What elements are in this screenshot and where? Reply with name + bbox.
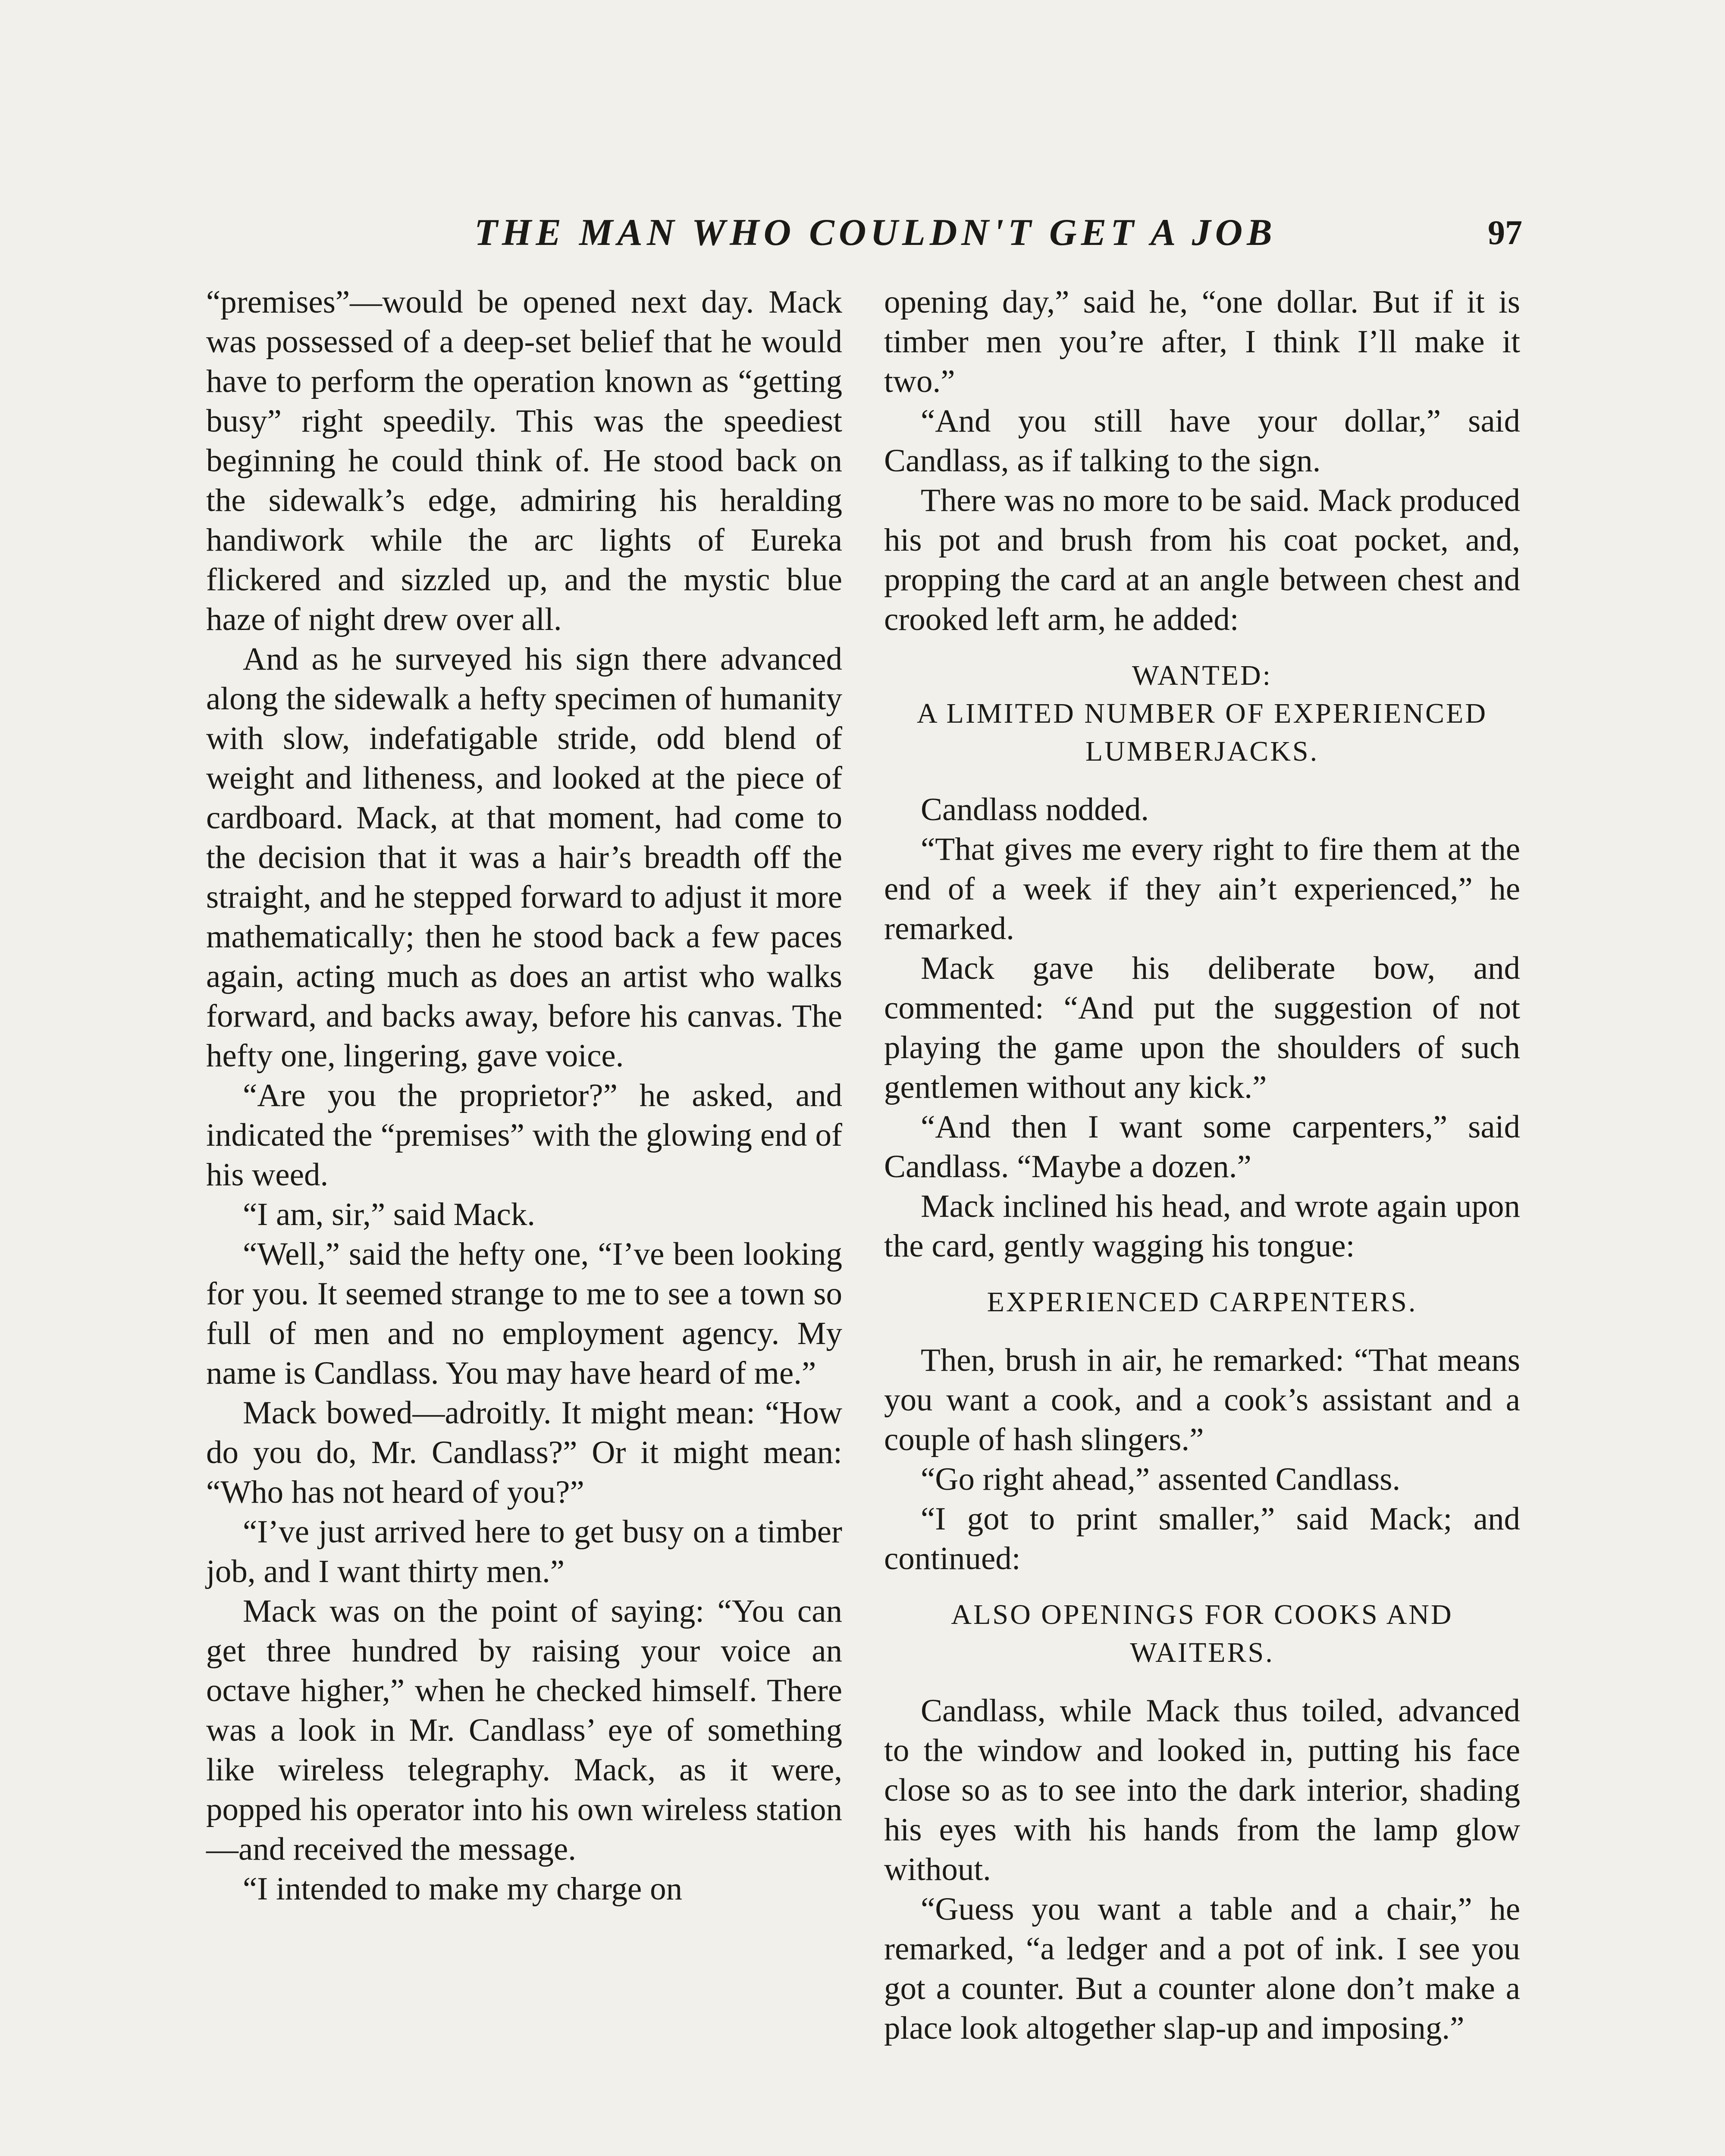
- paragraph: Mack gave his deliberate bow, and commented: “And put the suggestion of not playing the game upon the shoulders of such gentlemen without any kick.”: [884, 950, 1520, 1105]
- paragraph: “premises”—would be opened next day. Mack was possessed of a deep-set belief that he would have to perform the operation known as “getting busy” right speedily. This was the speediest beginning he could think of. He stood back on the sidewalk’s edge, admiring his heralding handiwork while the arc lights of Eureka flickered and sizzled up, and the mystic blue haze of night drew over all.: [206, 284, 842, 637]
- paragraph: Then, brush in air, he remarked: “That means you want a cook, and a cook’s assistant and a couple of hash slingers.”: [884, 1342, 1520, 1457]
- paragraph: And as he surveyed his sign there advanced along the sidewalk a hefty specimen of humanity with slow, indefatigable stride, odd blend of weight and litheness, and looked at the piece of cardboard. Mack, at that moment, had come to the decision that it was a hair’s breadth off the straight, and he stepped forward to adjust it more mathematically; then he stood back a few paces again, acting much as does an artist who walks forward, and backs away, before his canvas. The hefty one, lingering, gave voice.: [206, 641, 842, 1074]
- right-column: [884, 282, 1520, 2048]
- paragraph: “And then I want some carpenters,” said Candlass. “Maybe a dozen.”: [884, 1109, 1520, 1185]
- running-head: [203, 203, 1522, 263]
- page-number: 97: [1488, 214, 1522, 252]
- running-title: THE MAN WHO COULDN'T GET A JOB: [474, 212, 1276, 254]
- paragraph: “I’ve just arrived here to get busy on a timber job, and I want thirty men.”: [206, 1514, 842, 1589]
- sign-heading-cooks: ALSO OPENINGS FOR COOKS AND WAITERS.: [951, 1599, 1453, 1668]
- sign-heading-line: A LIMITED NUMBER OF EXPERIENCED LUMBERJACKS.: [917, 698, 1487, 767]
- paragraph: “Are you the proprietor?” he asked, and indicated the “premises” with the glowing end of his weed.: [206, 1078, 842, 1193]
- sign-heading-carpenters: EXPERIENCED CARPENTERS.: [987, 1286, 1418, 1318]
- paragraph: opening day,” said he, “one dollar. But if it is timber men you’re after, I think I’ll make it two.”: [884, 284, 1520, 399]
- paragraph: Candlass nodded.: [921, 792, 1149, 827]
- paragraph: “Go right ahead,” assented Candlass.: [921, 1461, 1401, 1497]
- sign-heading-line: WANTED:: [1132, 660, 1272, 691]
- paragraph: “Well,” said the hefty one, “I’ve been looking for you. It seemed strange to me to see a town so full of men and no employment agency. My name is Candlass. You may have heard of me.”: [206, 1236, 842, 1391]
- paragraph: Mack inclined his head, and wrote again upon the card, gently wagging his tongue:: [884, 1188, 1520, 1264]
- paragraph: “I intended to make my charge on: [243, 1871, 683, 1907]
- paragraph: “Guess you want a table and a chair,” he remarked, “a ledger and a pot of ink. I see you got a counter. But a counter alone don’t make a place look altogether slap-up and imposing.”: [884, 1891, 1520, 2046]
- paragraph: Mack was on the point of saying: “You can get three hundred by raising your voice an octave higher,” when he checked himself. There was a look in Mr. Candlass’ eye of something like wireless telegraphy. Mack, as it were, popped his operator into his own wireless station—and received the message.: [206, 1593, 842, 1867]
- paragraph: “I got to print smaller,” said Mack; and continued:: [884, 1501, 1520, 1576]
- sign-heading-lumberjacks: [884, 657, 1520, 771]
- paragraph: Mack bowed—adroitly. It might mean: “How do you do, Mr. Candlass?” Or it might mean: “Who has not heard of you?”: [206, 1395, 842, 1510]
- paragraph: There was no more to be said. Mack produced his pot and brush from his coat pocket, and, propping the card at an angle between chest and crooked left arm, he added:: [884, 483, 1520, 637]
- paragraph: “And you still have your dollar,” said Candlass, as if talking to the sign.: [884, 403, 1520, 479]
- paragraph: “That gives me every right to fire them at the end of a week if they ain’t experienced,” he remarked.: [884, 831, 1520, 946]
- paragraph: Candlass, while Mack thus toiled, advanced to the window and looked in, putting his face close so as to see into the dark interior, shading his eyes with his hands from the lamp glow without.: [884, 1693, 1520, 1887]
- paragraph: “I am, sir,” said Mack.: [243, 1197, 536, 1232]
- left-column: [206, 282, 842, 1909]
